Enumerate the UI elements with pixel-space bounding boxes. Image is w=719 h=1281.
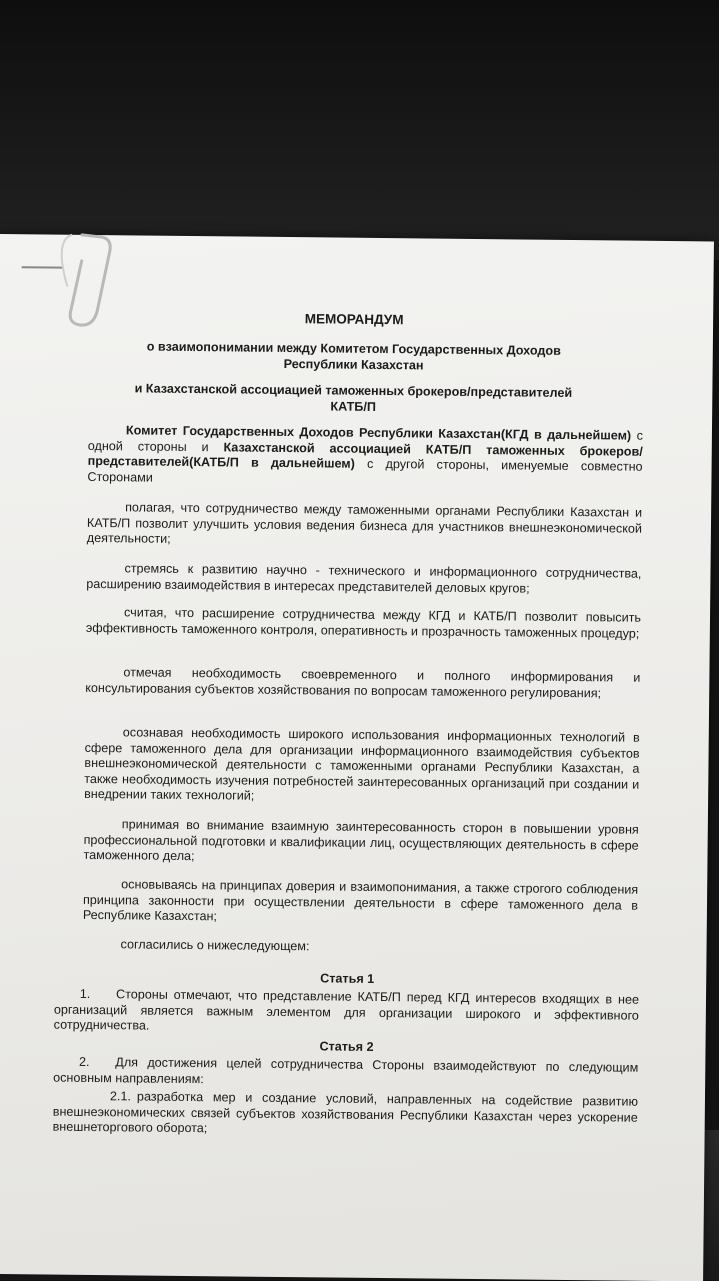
intro-text-1: с одной стороны и [87, 428, 643, 454]
preamble-paragraph [84, 725, 640, 808]
preamble-paragraph [83, 877, 638, 929]
subtitle-line-2: Республики Казахстан [283, 356, 424, 373]
preamble-text: отмечая необходимость своевременного и полного информирования и консультирования субъектов хозяйствования по вопросам таможенного регулирования; [85, 665, 641, 700]
article-2-paragraph [53, 1055, 638, 1092]
subtitle-line-1: о взаимопонимании между Комитетом Государственных Доходов [146, 339, 561, 358]
article-2-item-number: 2.1. [109, 1089, 132, 1104]
article-1-number: 1. [79, 986, 91, 1001]
subtitle-line-4: КАТБ/П [330, 399, 377, 414]
preamble-paragraph [83, 817, 638, 869]
intro-text-2: с другой стороны, именуемые совместно Сторонами [87, 456, 643, 485]
article-2-text: Для достижения целей сотрудничества Стороны взаимодействуют по следующим основным направлениям: [53, 1055, 639, 1086]
article-1-text: Стороны отмечают, что представление КАТБ/П перед КГД интересов входящих в нее организаций является важным элементом для организации широкого и эффективного сотрудничества. [53, 987, 640, 1033]
dark-background-top [0, 0, 719, 260]
preamble-text: основываясь на принципах доверия и взаимопонимания, а также строгого соблюдения принципа законности при осуществлении деятельности в сфере таможенного дела в Республике Казахстан; [82, 877, 639, 924]
party-katbp: Казахстанской ассоциацией КАТБ/П таможенных брокеров/представителей(КАТБ/П в дальнейшем) [87, 439, 643, 471]
preamble-paragraph [86, 561, 641, 598]
preamble-paragraph [85, 665, 640, 702]
article-1-paragraph [54, 987, 639, 1040]
document-title: МЕМОРАНДУМ [304, 311, 404, 328]
preamble-text: осознавая необходимость широкого использования информационных технологий в сфере таможенного дела для организации информационного взаимодействия субъектов внешнеэкономической деятельности с таможенными органами Республики Казахстан, а также необходимость изучения потребностей заинтересованных организаций при создании и внедрении таких технологий; [84, 725, 640, 803]
agreed-line [82, 937, 637, 958]
intro-paragraph [87, 423, 643, 491]
article-1-heading: Статья 1 [320, 971, 375, 986]
preamble-text: стремясь к развитию научно - технического и информационного сотрудничества, расширению взаимодействия в интересах представителей деловых кругов; [86, 561, 642, 596]
article-2-item-text: разработка мер и создание условий, направленных на содействие развитию внешнеэкономических связей субъектов хозяйствования Республики Казахстан через ускорение внешнеторгового оборота; [52, 1089, 639, 1136]
preamble-text: полагая, что сотрудничество между таможенными органами Республики Казахстан и КАТБ/П позволит улучшить условия ведения бизнеса для участников внешнеэкономической деятельности; [86, 500, 643, 546]
article-2-heading: Статья 2 [319, 1039, 374, 1054]
preamble-paragraph [86, 605, 641, 642]
memorandum-page [0, 234, 714, 1281]
article-2-number: 2. [78, 1054, 90, 1069]
article-2-item [53, 1089, 638, 1142]
preamble-text: считая, что расширение сотрудничества между КГД и КАТБ/П позволит повысить эффективность таможенного контроля, оперативность и прозрачность таможенных процедур; [85, 605, 642, 641]
preamble-text: принимая во внимание взаимную заинтересованность сторон в повышении уровня профессиональной подготовки и квалификации лиц, осуществляющих деятельность в сфере таможенного дела; [83, 817, 639, 864]
subtitle-line-3: и Казахстанской ассоциацией таможенных брокеров/представителей [134, 381, 573, 400]
party-kgd: Комитет Государственных Доходов Республики Казахстан(КГД в дальнейшем) [125, 423, 632, 443]
preamble-text: согласились о нижеследующем: [120, 937, 310, 954]
preamble-paragraph [87, 500, 642, 552]
